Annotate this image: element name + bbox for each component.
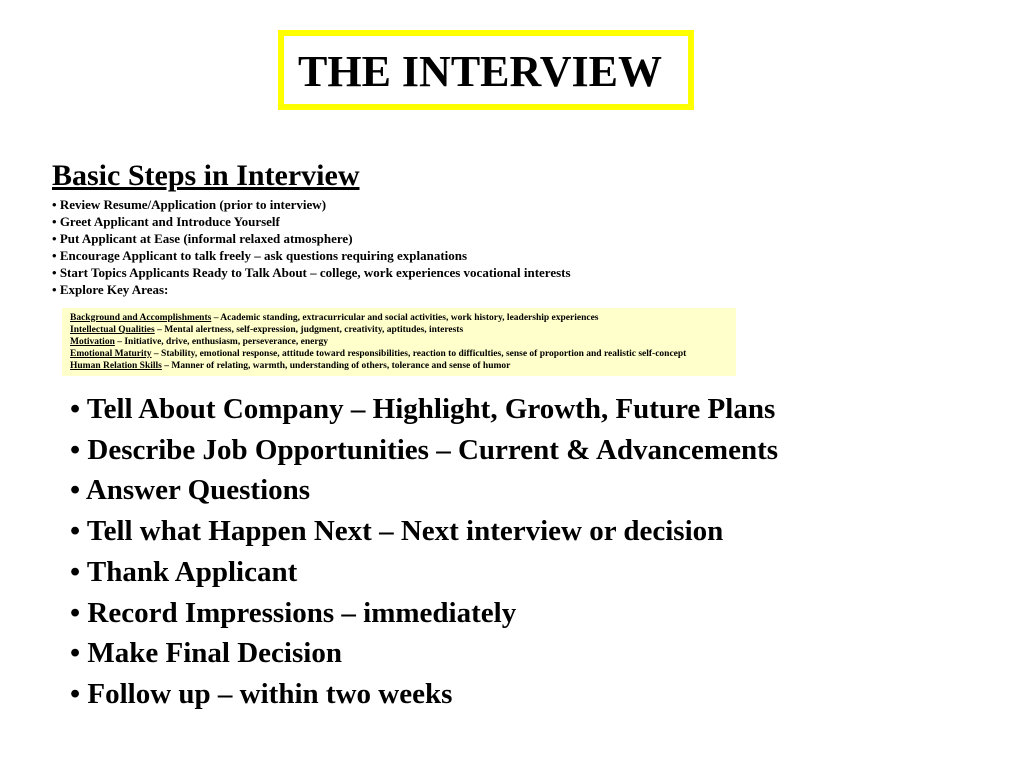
list-item <box>52 213 571 230</box>
key-area-item <box>70 336 736 348</box>
bullet: • <box>70 637 81 670</box>
bullet: • <box>52 248 57 263</box>
list-item <box>52 281 571 298</box>
step-text: Start Topics Applicants Ready to Talk About – college, work experiences vocational interests <box>59 265 571 280</box>
key-area-description: – Mental alertness, self-expression, judgment, creativity, aptitudes, interests <box>154 325 464 335</box>
key-area-term: Human Relation Skills <box>70 361 162 371</box>
main-points-list <box>70 389 778 715</box>
bullet: • <box>70 515 81 548</box>
bullet: • <box>52 265 57 280</box>
point-text: Tell what Happen Next – Next interview or decision <box>86 515 724 548</box>
bullet: • <box>70 677 81 710</box>
bullet: • <box>52 214 57 229</box>
bullet: • <box>70 596 81 629</box>
point-text: Record Impressions – immediately <box>87 596 517 629</box>
point-text: Follow up – within two weeks <box>87 677 453 710</box>
point-text: Make Final Decision <box>87 637 342 670</box>
bullet: • <box>70 555 81 588</box>
bullet: • <box>52 231 57 246</box>
step-text: Explore Key Areas: <box>59 282 169 297</box>
key-area-description: – Stability, emotional response, attitude toward responsibilities, reaction to difficulties, sense of proportion and realistic self-concept <box>151 349 687 359</box>
key-area-item <box>70 348 736 360</box>
bullet: • <box>52 282 57 297</box>
key-area-description: – Academic standing, extracurricular and social activities, work history, leadership experiences <box>211 313 599 323</box>
key-area-term: Intellectual Qualities <box>70 325 155 335</box>
key-area-term: Emotional Maturity <box>70 349 152 359</box>
key-area-term: Background and Accomplishments <box>70 313 212 323</box>
bullet: • <box>70 393 81 425</box>
list-item <box>70 552 778 593</box>
list-item <box>52 230 571 247</box>
bullet: • <box>52 197 57 212</box>
bullet: • <box>70 474 81 507</box>
point-text: Answer Questions <box>85 474 311 507</box>
title-box <box>278 30 694 110</box>
list-item <box>52 247 571 264</box>
list-item <box>70 470 778 511</box>
key-area-term: Motivation <box>70 337 115 347</box>
section-heading: Basic Steps in Interview <box>52 159 360 192</box>
point-text: Describe Job Opportunities – Current & Advancements <box>87 433 779 466</box>
list-item <box>70 674 778 715</box>
list-item <box>52 264 571 281</box>
step-text: Encourage Applicant to talk freely – ask questions requiring explanations <box>59 248 468 263</box>
list-item <box>70 593 778 634</box>
key-area-description: – Manner of relating, warmth, understanding of others, tolerance and sense of humor <box>161 361 511 371</box>
list-item <box>70 633 778 674</box>
key-area-item <box>70 360 736 372</box>
list-item <box>70 430 778 471</box>
point-text: Tell About Company – Highlight, Growth, Future Plans <box>86 393 776 425</box>
bullet: • <box>70 433 81 466</box>
key-areas-box <box>62 308 736 376</box>
basic-steps-list <box>52 196 571 298</box>
list-item <box>52 196 571 213</box>
step-text: Review Resume/Application (prior to interview) <box>59 197 327 212</box>
list-item <box>70 389 778 430</box>
list-item <box>70 511 778 552</box>
key-area-item <box>70 312 736 324</box>
key-area-item <box>70 324 736 336</box>
step-text: Put Applicant at Ease (informal relaxed atmosphere) <box>59 231 353 246</box>
point-text: Thank Applicant <box>86 555 298 588</box>
step-text: Greet Applicant and Introduce Yourself <box>59 214 280 229</box>
slide-title: THE INTERVIEW <box>298 47 662 96</box>
key-area-description: – Initiative, drive, enthusiasm, perseverance, energy <box>114 337 329 347</box>
